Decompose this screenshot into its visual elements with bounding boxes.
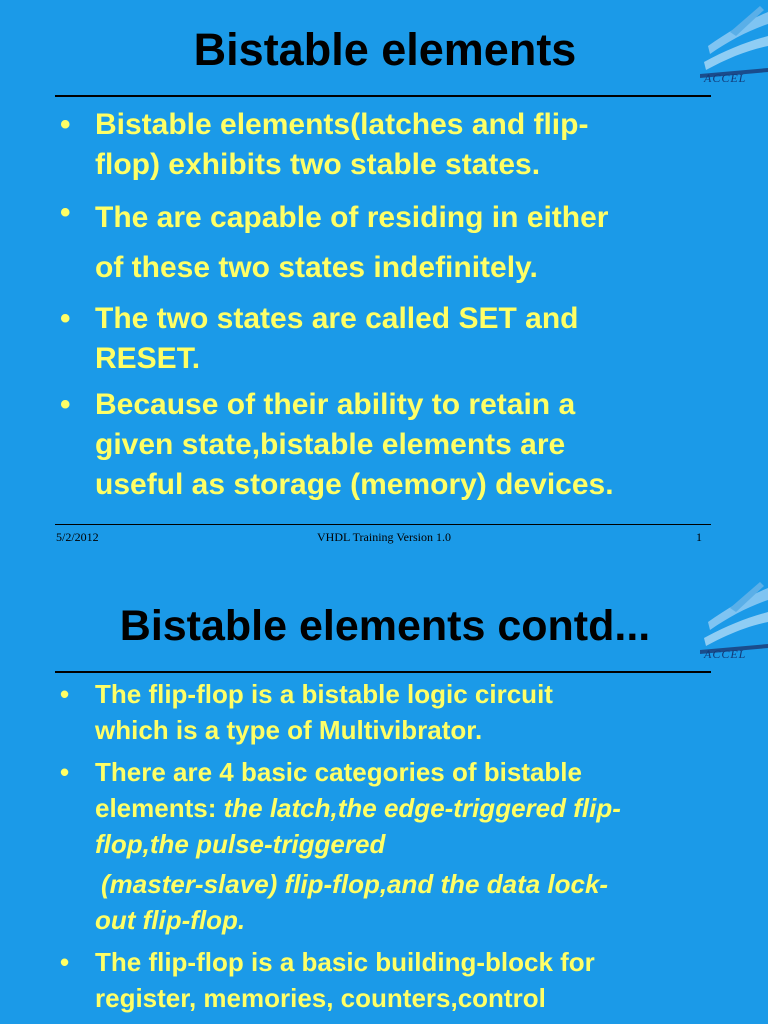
bullet-icon: • (60, 196, 71, 229)
bullet-line: which is a type of Multivibrator. (95, 715, 483, 745)
title-divider (55, 95, 711, 97)
bullet-line: The flip-flop is a bistable logic circuit (95, 679, 553, 709)
bullet-text: elements: (95, 793, 224, 823)
bullet-line: of these two states indefinitely. (95, 251, 538, 284)
title-divider (55, 671, 711, 673)
bullet-item (60, 193, 720, 293)
footer-divider (55, 524, 711, 525)
bullet-icon: • (60, 679, 70, 709)
bullet-line (95, 790, 720, 826)
bullet-line: flop) exhibits two stable states. (95, 148, 541, 181)
bullet-line: Bistable elements(latches and flip- (95, 108, 589, 141)
bullet-line: RESET. (95, 342, 201, 375)
bullet-item (60, 299, 720, 379)
logo-text: ACCEL (704, 71, 747, 85)
bullet-item (60, 944, 720, 1016)
bullet-line: Because of their ability to retain a (95, 388, 576, 421)
bullet-icon: • (60, 108, 71, 141)
slide-title: Bistable elements contd... (119, 602, 651, 650)
slide-2 (0, 556, 768, 1024)
bullet-icon: • (60, 757, 70, 787)
bullet-line: out flip-flop. (95, 905, 246, 935)
footer-page-number: 1 (696, 530, 702, 544)
bullet-line: (master-slave) flip-flop,and the data lock- (101, 869, 609, 899)
footer-date: 5/2/2012 (56, 530, 99, 544)
bullet-icon: • (60, 388, 71, 421)
bullet-line: given state,bistable elements are (95, 428, 566, 461)
bullet-line: The flip-flop is a basic building-block for (95, 947, 595, 977)
bullet-line: register, memories, counters,control (95, 983, 546, 1013)
bullet-icon: • (60, 302, 71, 335)
accel-logo (700, 2, 768, 88)
bullet-line: The are capable of residing in either (95, 201, 609, 234)
bullet-item (60, 385, 720, 505)
bullet-item (60, 105, 720, 185)
accel-logo (700, 578, 768, 664)
logo-text: ACCEL (704, 647, 747, 661)
bullet-item (60, 676, 720, 748)
slide-title: Bistable elements (193, 24, 577, 75)
bullet-list (60, 676, 720, 1016)
bullet-line: There are 4 basic categories of bistable (95, 757, 582, 787)
bullet-line: flop,the pulse-triggered (95, 829, 386, 859)
bullet-emphasis: the latch,the edge-triggered flip- (223, 793, 621, 823)
bullet-line: useful as storage (memory) devices. (95, 468, 614, 501)
footer-title: VHDL Training Version 1.0 (316, 530, 451, 544)
bullet-list (60, 105, 720, 505)
bullet-item (60, 754, 720, 938)
bullet-line: The two states are called SET and (95, 302, 579, 335)
bullet-icon: • (60, 947, 70, 977)
